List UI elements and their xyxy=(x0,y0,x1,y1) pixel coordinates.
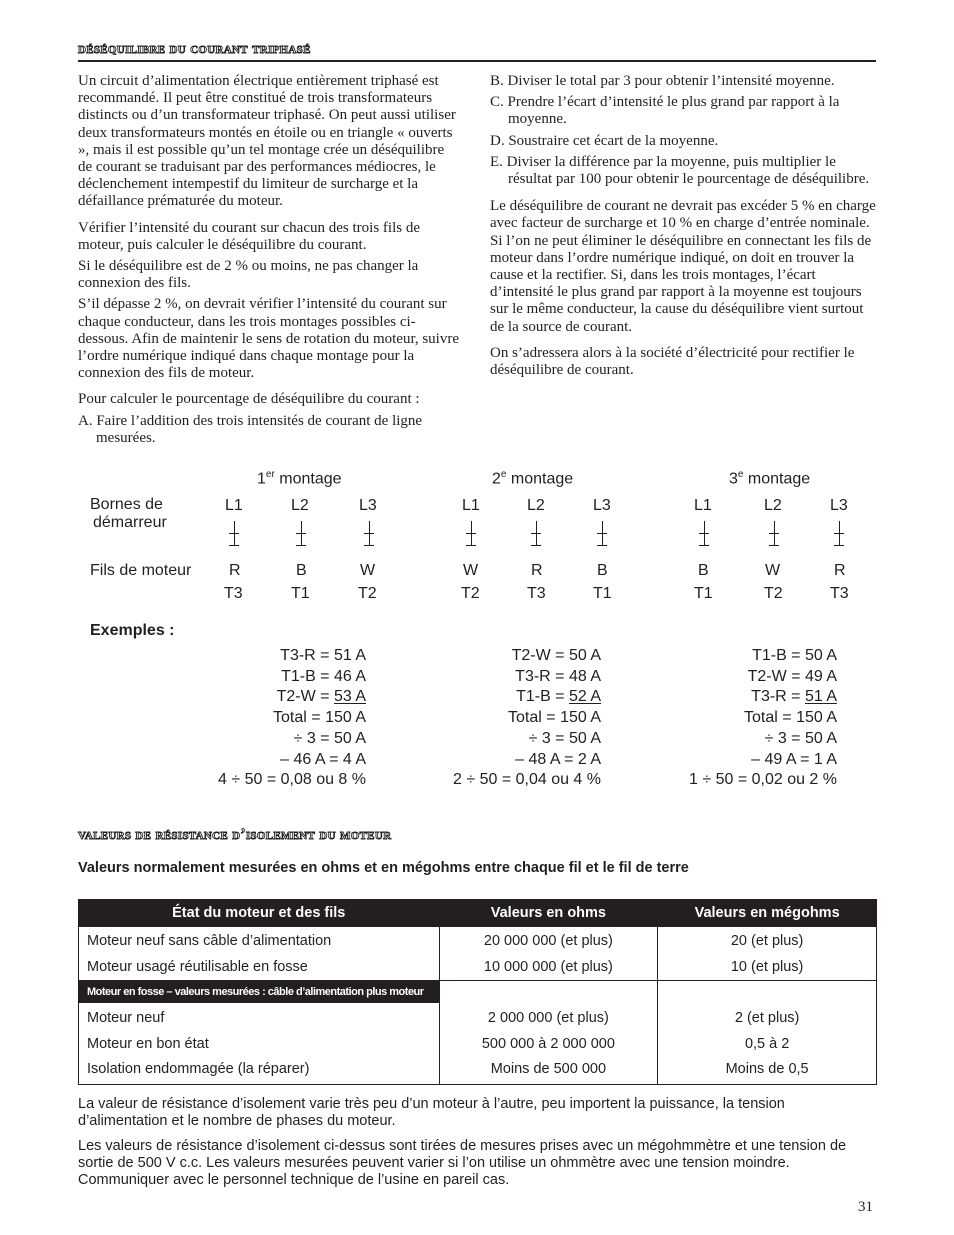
lead-letter: B xyxy=(597,562,608,579)
table-cell: 10 000 000 (et plus) xyxy=(483,958,613,975)
terminal-l3: L3 xyxy=(830,497,848,514)
montage-1-title: 1er montage xyxy=(257,469,342,488)
paragraph: Si le déséquilibre est de 2 % ou moins, ne pas changer la connexion des fils. xyxy=(78,258,419,292)
lead-number: T1 xyxy=(291,585,310,602)
terminal-l1: L1 xyxy=(694,497,712,514)
table-row xyxy=(79,927,877,981)
note: La valeur de résistance d’isolement varie très peu d’un moteur à l’autre, peu importent la puissance, la tension d’alimentation et le nombre de phases du moteur. xyxy=(78,1096,785,1129)
lead-letter: R xyxy=(229,562,241,579)
section-title-current-unbalance: déséquilibre du courant triphasé xyxy=(78,40,311,57)
lead-letter: W xyxy=(360,562,376,579)
calc-montage-3: T1-B = 50 A T2-W = 49 A T3-R = 51 A Total = 150 A ÷ 3 = 50 A – 49 A = 1 A 1 ÷ 50 = 0,02 ou 2 % xyxy=(689,647,837,789)
insulation-table xyxy=(78,899,877,1085)
montage-2-title: 2e montage xyxy=(492,469,574,488)
examples-label: Exemples : xyxy=(90,622,175,639)
terminal-l2: L2 xyxy=(527,497,545,514)
lead-number: T2 xyxy=(764,585,783,602)
table-cell: Isolation endommagée (la réparer) xyxy=(87,1061,310,1077)
step-d: D. Soustraire cet écart de la moyenne. xyxy=(490,132,719,149)
table-cell: 20 000 000 (et plus) xyxy=(483,933,613,949)
lead-letter: R xyxy=(531,562,543,579)
paragraph: Un circuit d’alimentation électrique entièrement triphasé est recommandé. Il peut être constitué de trois transformateurs distincts ou d’un transformateur triphasé. On peut aussi utiliser deux transformateurs montés en étoile ou en triangle « ouverts », mais il est possible qu’un tel montage crée un déséquilibre de courant se traduisant par des performances médiocres, le déclenchement intempestif du limiteur de surcharge et la défaillance prématurée du moteur. xyxy=(78,73,456,210)
montage-3-title: 3e montage xyxy=(729,469,811,488)
lead-letter: W xyxy=(765,562,781,579)
lead-number: T1 xyxy=(593,585,612,602)
paragraph: S’il dépasse 2 %, on devrait vérifier l’intensité du courant sur chaque conducteur, dans les trois montages possibles ci-dessous. Afin de maintenir le sens de rotation du moteur, suivre l’ordre numérique indiqué dans chaque montage pour la connexion des fils de moteur. xyxy=(78,296,459,382)
calc-montage-1: T3-R = 51 A T1-B = 46 A T2-W = 53 A Total = 150 A ÷ 3 = 50 A – 46 A = 4 A 4 ÷ 50 = 0,08 ou 8 % xyxy=(218,647,366,789)
step-c: C. Prendre l’écart d’intensité le plus grand par rapport à la moyenne. xyxy=(490,94,840,128)
column-header: État du moteur et des fils xyxy=(79,900,440,927)
table-cell: 10 (et plus) xyxy=(730,958,804,975)
row-label-leads: Fils de moteur xyxy=(90,562,192,579)
table-cell: 20 (et plus) xyxy=(730,933,804,949)
lead-letter: W xyxy=(463,562,479,579)
terminal-l3: L3 xyxy=(593,497,611,514)
table-cell: Moteur neuf sans câble d’alimentation xyxy=(87,933,332,949)
lead-number: T2 xyxy=(461,585,480,602)
table-cell: Moins de 500 000 xyxy=(490,1061,607,1077)
connector-symbol xyxy=(834,521,844,545)
lead-number: T1 xyxy=(694,585,713,602)
left-column xyxy=(78,73,460,451)
table-subtitle: Valeurs normalement mesurées en ohms et en mégohms entre chaque fil et le fil de terre xyxy=(78,860,689,876)
terminal-l3: L3 xyxy=(359,497,377,514)
paragraph: Le déséquilibre de courant ne devrait pas excéder 5 % en charge avec facteur de surcharge et 10 % en charge d’entrée nominale. Si l’on ne peut éliminer le déséquilibre en connectant les fils de moteur dans l’ordre numérique indiqué, on doit en trouver la cause et la rectifier. Si, dans les trois montages, l’écart d’intensité le plus grand par rapport à la moyenne est toujours sur le même conducteur, la cause du déséquilibre vient surtout de la source de courant. xyxy=(490,198,876,335)
section-title-insulation: valeurs de résistance d’isolement du moteur xyxy=(78,826,392,843)
step-a: A. Faire l’addition des trois intensités de courant de ligne mesurées. xyxy=(78,412,423,446)
page-number: 31 xyxy=(858,1199,873,1215)
connector-symbol xyxy=(531,521,541,545)
lead-number: T2 xyxy=(358,585,377,602)
step-b: B. Diviser le total par 3 pour obtenir l’intensité moyenne. xyxy=(490,73,835,89)
column-header: Valeurs en mégohms xyxy=(658,900,877,927)
table-header-row xyxy=(79,900,877,927)
table-cell: Moteur neuf xyxy=(87,1010,165,1026)
connector-symbol xyxy=(296,521,306,545)
right-column xyxy=(490,73,878,388)
terminal-l1: L1 xyxy=(462,497,480,514)
column-header: Valeurs en ohms xyxy=(439,900,658,927)
table-cell: Moins de 0,5 xyxy=(725,1061,809,1077)
connector-symbol xyxy=(364,521,374,545)
lead-letter: R xyxy=(834,562,846,579)
connector-symbol xyxy=(597,521,607,545)
table-band-label: Moteur en fosse – valeurs mesurées : câble d’alimentation plus moteur xyxy=(79,981,439,1003)
connector-symbol xyxy=(769,521,779,545)
connector-symbol xyxy=(229,521,239,545)
paragraph: On s’adressera alors à la société d’électricité pour rectifier le déséquilibre de courant. xyxy=(490,344,855,379)
calc-montage-2: T2-W = 50 A T3-R = 48 A T1-B = 52 A Total = 150 A ÷ 3 = 50 A – 48 A = 2 A 2 ÷ 50 = 0,04 ou 4 % xyxy=(453,647,601,789)
row-label-starter: Bornes de démarreur xyxy=(90,496,167,531)
step-e: E. Diviser la différence par la moyenne, puis multiplier le résultat par 100 pour obtenir le pourcentage de déséquilibre. xyxy=(490,153,870,188)
title-rule xyxy=(78,60,876,62)
table-cell: 2 000 000 (et plus) xyxy=(487,1010,609,1026)
paragraph: Vérifier l’intensité du courant sur chacun des trois fils de moteur, puis calculer le déséquilibre du courant. xyxy=(78,219,420,253)
paragraph: Pour calculer le pourcentage de déséquilibre du courant : xyxy=(78,391,420,408)
lead-number: T3 xyxy=(527,585,546,602)
lead-number: T3 xyxy=(830,585,849,602)
terminal-l1: L1 xyxy=(225,497,243,514)
lead-letter: B xyxy=(296,562,307,579)
connector-symbol xyxy=(466,521,476,545)
terminal-l2: L2 xyxy=(764,497,782,514)
terminal-l2: L2 xyxy=(291,497,309,514)
footnotes xyxy=(78,1096,876,1197)
table-cell: Moteur en bon état xyxy=(87,1035,209,1052)
lead-number: T3 xyxy=(224,585,243,602)
lead-letter: B xyxy=(698,562,709,579)
table-cell: 500 000 à 2 000 000 xyxy=(481,1035,615,1052)
table-cell: 0,5 à 2 xyxy=(744,1035,790,1052)
note: Les valeurs de résistance d’isolement ci-dessus sont tirées de mesures prises avec un mégohmmètre et une tension de sortie de 500 V c.c. Les valeurs mesurées peuvent varier si l’on utilise un ohmmètre avec une tension moindre. Communiquer avec le personnel technique de l’usine en pareil cas. xyxy=(78,1138,847,1188)
connector-symbol xyxy=(699,521,709,545)
table-cell: Moteur usagé réutilisable en fosse xyxy=(87,958,308,975)
table-cell: 2 (et plus) xyxy=(734,1010,800,1026)
table-row xyxy=(79,981,877,1085)
